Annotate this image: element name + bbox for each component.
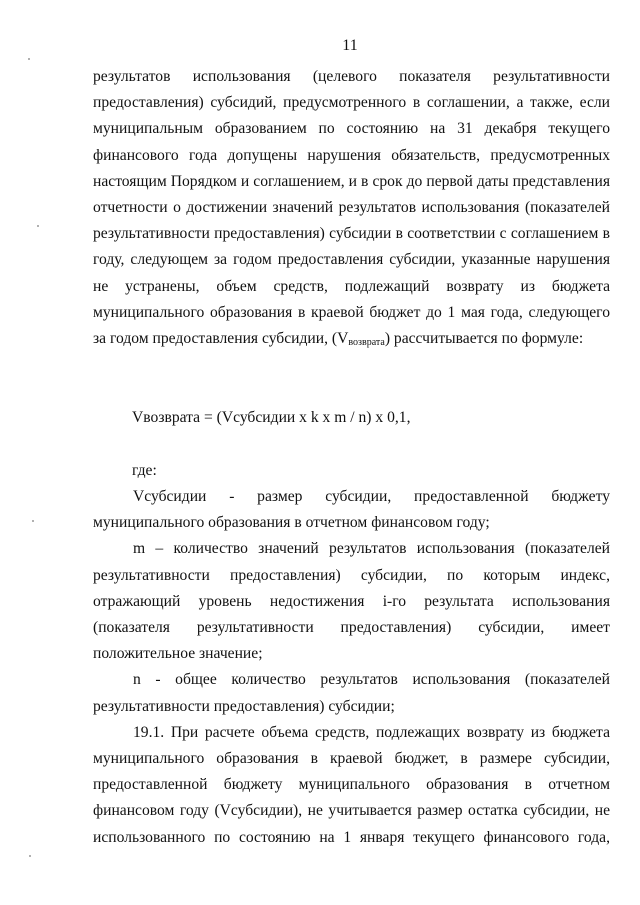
subscript-text: возврата xyxy=(348,337,385,349)
paragraph-text-end: ) рассчитывается по формуле: xyxy=(384,330,584,348)
paragraph-continuation xyxy=(93,64,610,356)
definitions-block xyxy=(93,484,610,851)
paragraph-text xyxy=(93,64,610,356)
scan-speck xyxy=(32,520,34,522)
scan-speck xyxy=(28,58,30,60)
definition-v-subsidy: Vсубсидии - размер субсидии, предоставленной бюджету муниципального образования в отчетном финансовом году; xyxy=(93,488,610,532)
definition-n: n - общее количество результатов использования (показателей результативности предоставления) субсидии; xyxy=(93,671,610,715)
definition-m: m – количество значений результатов использования (показателей результативности предоставления) субсидии, по которым индекс, отражающий уровень недостижения i-го результата использования (показателя результативности предоставления) субсидии, имеет положительное значение; xyxy=(93,540,610,663)
paragraph-text-start: результатов использования (целевого показателя результативности предоставления) субсидий, предусмотренного в соглашении, а также, если муниципальным образованием по состоянию на 31 декабря текущего финансового года допущены нарушения обязательств, предусмотренных настоящим Порядком и соглашением, и в срок до первой даты представления отчетности о достижении значений результатов использования (показателей результативности предоставления) субсидии в соответствии с соглашением в году, следующем за годом предоставления субсидии, указанные нарушения не устранены, объем средств, подлежащий возврату из бюджета муниципального образования в краевой бюджет до 1 мая года, следующего за годом предоставления субсидии, (V xyxy=(93,68,610,348)
page-number: 11 xyxy=(342,37,358,54)
scan-speck xyxy=(37,225,39,227)
scan-speck xyxy=(29,855,31,857)
where-label: где: xyxy=(132,462,157,479)
formula: Vвозврата = (Vсубсидии x k x m / n) x 0,1, xyxy=(132,409,411,426)
clause-19-1: 19.1. При расчете объема средств, подлежащих возврату из бюджета муниципального образования в краевой бюджет, в размере субсидии, предоставленной бюджету муниципального образования в отчетном финансовом году (Vсубсидии), не учитывается размер остатка субсидии, не использованного по состоянию на 1 января текущего финансового года, xyxy=(93,723,610,846)
